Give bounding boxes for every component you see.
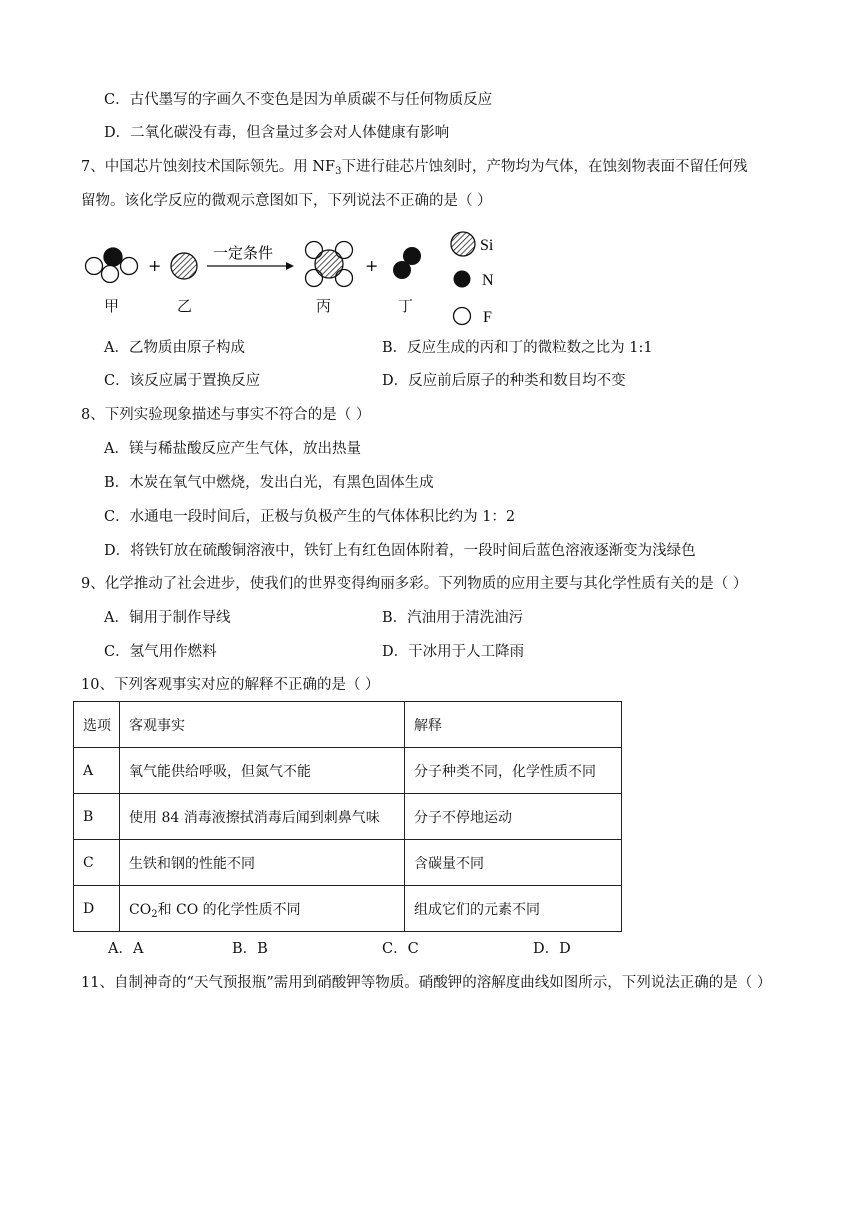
legend: [451, 232, 494, 326]
q8-option-c: C．水通电一段时间后，正极与负极产生的气体体积比约为 1：2: [104, 509, 516, 525]
q7-option-b: B．反应生成的丙和丁的微粒数之比为 1:1: [382, 340, 653, 356]
q9-option-d: D．干冰用于人工降雨: [382, 644, 525, 660]
row-reason: 含碳量不同: [405, 840, 622, 886]
table-header-row: [74, 702, 622, 748]
row-reason: 分子种类不同，化学性质不同: [405, 748, 622, 794]
reaction-condition: 一定条件: [213, 244, 274, 262]
header-fact: 客观事实: [120, 702, 405, 748]
molecule-bing: [306, 242, 353, 287]
reaction-diagram: [80, 222, 520, 326]
q10-table: [73, 701, 622, 932]
molecule-ding: [393, 247, 421, 279]
legend-f-symbol: [454, 308, 471, 325]
row-fact: $CO_2$和 CO 的化学性质不同: [120, 886, 405, 932]
plus-sign-1: +: [148, 256, 162, 275]
atom-yi: [171, 253, 197, 279]
row-reason: 组成它们的元素不同: [405, 886, 622, 932]
reaction-arrow: [207, 262, 294, 270]
reaction-diagram-svg: [80, 222, 520, 326]
q8-option-a: A．镁与稀盐酸反应产生气体，放出热量: [104, 441, 361, 457]
label-jia: 甲: [104, 297, 120, 315]
q7-option-c: C．该反应属于置换反应: [104, 373, 261, 389]
molecule-jia: [86, 248, 138, 283]
row-fact: 氧气能供给呼吸，但氮气不能: [120, 748, 405, 794]
q7-option-d: D．反应前后原子的种类和数目均不变: [382, 373, 626, 389]
legend-n-symbol: [454, 271, 471, 288]
row-option: D: [74, 886, 120, 932]
q7-stem-line1: 7、中国芯片蚀刻技术国际领先。用 $NF_3$下进行硅芯片蚀刻时，产物均为气体，在蚀刻物表面不留任何残: [81, 159, 748, 177]
q8-stem: 8、下列实验现象描述与事实不符合的是（ ）: [81, 407, 371, 423]
row-fact: 生铁和钢的性能不同: [120, 840, 405, 886]
q8-option-d: D．将铁钉放在硫酸铜溶液中，铁钉上有红色固体附着，一段时间后蓝色溶液逐渐变为浅绿色: [104, 543, 696, 559]
q7-option-a: A．乙物质由原子构成: [104, 340, 245, 356]
row-option: B: [74, 794, 120, 840]
table-row: [74, 840, 622, 886]
q10-stem: 10、下列客观事实对应的解释不正确的是（ ）: [81, 677, 380, 693]
plus-sign-2: +: [365, 256, 379, 275]
q9-stem: 9、化学推动了社会进步，使我们的世界变得绚丽多彩。下列物质的应用主要与其化学性质有关的是（ ）: [81, 576, 748, 592]
q6-option-d: D．二氧化碳没有毒，但含量过多会对人体健康有影响: [104, 125, 450, 141]
q7-stem-line2: 留物。该化学反应的微观示意图如下，下列说法不正确的是（ ）: [81, 193, 492, 209]
header-reason: 解释: [405, 702, 622, 748]
label-ding: 丁: [398, 297, 414, 315]
label-yi: 乙: [177, 297, 193, 315]
q8-option-b: B．木炭在氧气中燃烧，发出白光，有黑色固体生成: [104, 475, 434, 491]
q10-option-c: C．C: [382, 941, 419, 957]
row-fact: 使用 84 消毒液擦拭消毒后闻到刺鼻气味: [120, 794, 405, 840]
q9-option-c: C．氢气用作燃料: [104, 644, 217, 660]
table-row: [74, 748, 622, 794]
q6-option-c: C．古代墨写的字画久不变色是因为单质碳不与任何物质反应: [104, 92, 493, 108]
q9-option-a: A．铜用于制作导线: [104, 610, 231, 626]
q10-option-b: B．B: [232, 941, 268, 957]
table-row: [74, 794, 622, 840]
row-option: A: [74, 748, 120, 794]
row-reason: 分子不停地运动: [405, 794, 622, 840]
table-row: [74, 886, 622, 932]
legend-si-symbol: [451, 232, 475, 256]
q9-option-b: B．汽油用于清洗油污: [382, 610, 524, 626]
row-option: C: [74, 840, 120, 886]
legend-si-label: Si: [480, 237, 494, 254]
q11-stem: 11、自制神奇的“天气预报瓶”需用到硝酸钾等物质。硝酸钾的溶解度曲线如图所示，下列说法正确的是（ ）: [81, 975, 772, 991]
legend-f-label: F: [483, 309, 492, 326]
legend-n-label: N: [482, 272, 494, 289]
label-bing: 丙: [316, 297, 332, 315]
q10-option-a: A．A: [108, 941, 144, 957]
q10-option-d: D．D: [533, 941, 571, 957]
header-option: 选项: [74, 702, 120, 748]
